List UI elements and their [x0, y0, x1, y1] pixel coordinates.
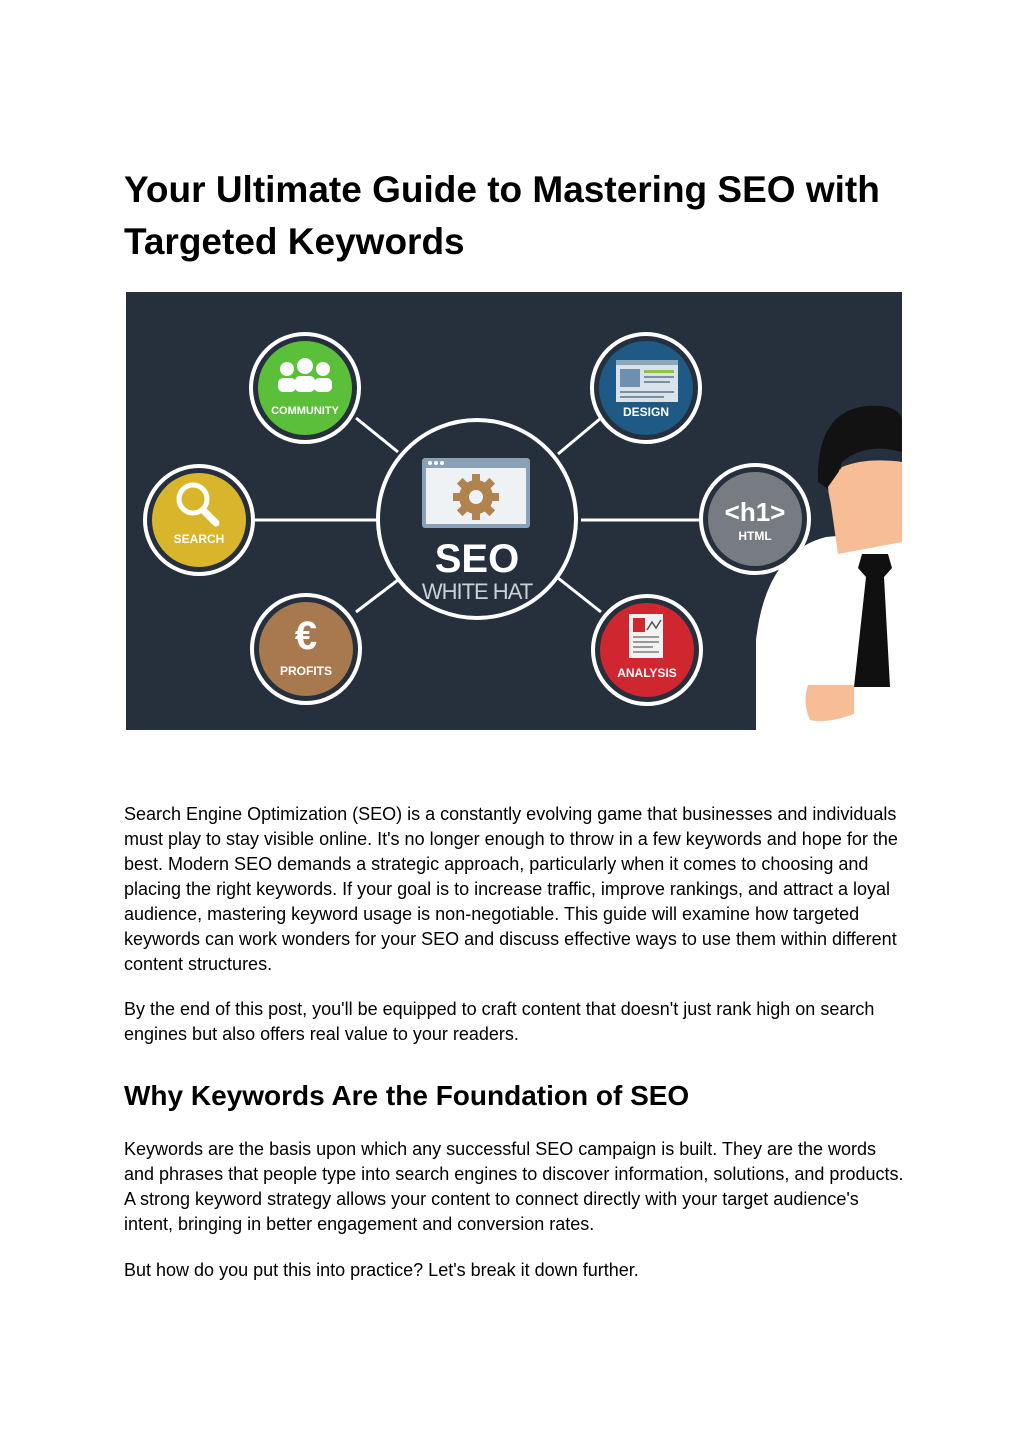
h1-tag-icon: <h1>	[724, 497, 786, 527]
section-paragraph: Keywords are the basis upon which any successful SEO campaign is built. They are the words and phrases that people type into search engines to discover information, solutions, and products. A strong keyword strategy allows your content to connect directly with your target audience's intent, bringing in better engagement and conversion rates.	[124, 1139, 904, 1234]
seo-label: SEO	[434, 537, 520, 581]
svg-text:PROFITS: PROFITS	[279, 664, 333, 678]
svg-text:SEARCH: SEARCH	[173, 532, 225, 546]
white-hat-label: WHITE HAT	[421, 579, 533, 604]
svg-text:DESIGN: DESIGN	[622, 405, 670, 419]
page-title: Your Ultimate Guide to Mastering SEO with Targeted Keywords	[124, 169, 880, 262]
gear-icon	[453, 474, 499, 520]
svg-text:HTML: HTML	[738, 529, 772, 543]
intro-paragraph-2: By the end of this post, you'll be equipped to craft content that doesn't just rank high on search engines but also offers real value to your readers.	[124, 999, 875, 1044]
design-node	[592, 334, 700, 442]
analysis-node	[593, 596, 701, 704]
intro-paragraph: Search Engine Optimization (SEO) is a constantly evolving game that businesses and individuals must play to stay visible online. It's no longer enough to throw in a few keywords and hope for the best. Modern SEO demands a strategic approach, particularly when it comes to choosing and placing the right keywords. If your goal is to increase traffic, improve rankings, and attract a loyal audience, mastering keyword usage is non-negotiable. This guide will examine how targeted keywords can work wonders for your SEO and discuss effective ways to use them within different content structures.	[124, 804, 898, 974]
section-heading: Why Keywords Are the Foundation of SEO	[124, 1080, 690, 1111]
profits-node	[252, 595, 360, 703]
search-node	[145, 466, 253, 574]
seo-center-node	[378, 420, 576, 618]
svg-text:COMMUNITY: COMMUNITY	[271, 405, 339, 417]
svg-text:ANALYSIS: ANALYSIS	[617, 666, 677, 680]
webpage-layout-icon	[616, 360, 678, 402]
report-document-icon	[629, 614, 663, 658]
section-paragraph-2: But how do you put this into practice? Let's break it down further.	[124, 1260, 639, 1280]
seo-hero-image	[126, 292, 902, 730]
euro-icon: €	[294, 614, 318, 658]
community-node	[251, 334, 359, 442]
